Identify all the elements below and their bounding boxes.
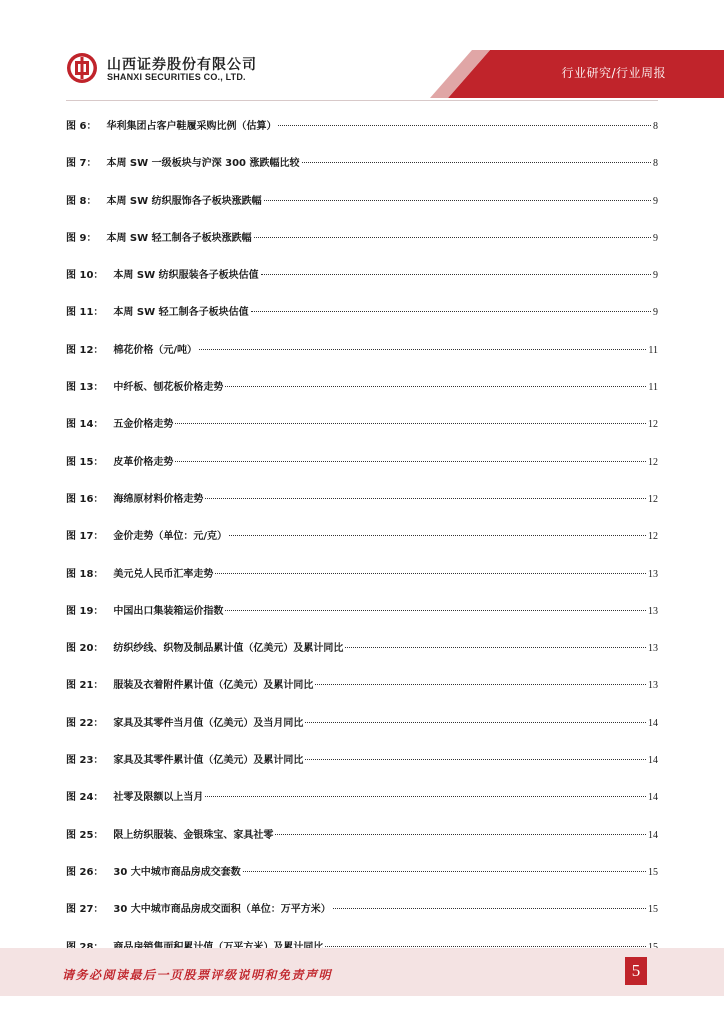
toc-page-number: 12 <box>648 419 658 431</box>
toc-figure-label: 图 9： <box>66 232 97 244</box>
toc-figure-title: 五金价格走势 <box>113 419 174 431</box>
toc-dot-leader <box>251 311 651 312</box>
toc-entry[interactable] <box>66 527 658 564</box>
toc-entry[interactable] <box>66 676 658 713</box>
toc-page-number: 14 <box>648 755 658 767</box>
toc-entry[interactable] <box>66 714 658 751</box>
toc-page-number: 13 <box>648 568 658 580</box>
toc-figure-label: 图 7： <box>66 158 97 170</box>
toc-dot-leader <box>261 274 651 275</box>
toc-page-number: 11 <box>648 344 658 356</box>
header-divider <box>66 100 658 101</box>
brand-name-english: SHANXI SECURITIES CO., LTD. <box>107 72 246 82</box>
toc-page-number: 12 <box>648 456 658 468</box>
toc-page-number: 9 <box>653 232 658 244</box>
toc-entry[interactable] <box>66 788 658 825</box>
toc-entry[interactable] <box>66 415 658 452</box>
toc-page-number: 9 <box>653 307 658 319</box>
toc-page-number: 11 <box>648 382 658 394</box>
toc-dot-leader <box>333 908 646 909</box>
toc-figure-title: 本周 SW 纺织服饰各子板块涨跌幅 <box>106 195 262 207</box>
toc-figure-label: 图 18： <box>66 568 104 580</box>
toc-figure-title: 家具及其零件当月值（亿美元）及当月同比 <box>113 717 304 729</box>
toc-dot-leader <box>225 386 646 387</box>
toc-figure-label: 图 21： <box>66 680 104 692</box>
toc-page-number: 13 <box>648 605 658 617</box>
toc-dot-leader <box>302 162 652 163</box>
toc-figure-label: 图 15： <box>66 456 104 468</box>
toc-figure-title: 美元兑人民币汇率走势 <box>113 568 214 580</box>
toc-dot-leader <box>205 796 646 797</box>
toc-figure-title: 社零及限额以上当月 <box>113 792 204 804</box>
toc-dot-leader <box>315 684 646 685</box>
toc-figure-title: 华利集团占客户鞋履采购比例（估算） <box>106 121 277 132</box>
toc-page-number: 9 <box>653 270 658 282</box>
toc-dot-leader <box>325 946 646 947</box>
toc-figure-label: 图 17： <box>66 531 104 543</box>
toc-figure-title: 纺织纱线、织物及制品累计值（亿美元）及累计同比 <box>113 643 344 655</box>
toc-dot-leader <box>254 237 651 238</box>
toc-figure-label: 图 16： <box>66 493 104 505</box>
toc-figure-label: 图 14： <box>66 419 104 431</box>
toc-page-number: 14 <box>648 792 658 804</box>
toc-figure-title: 金价走势（单位：元/克） <box>113 531 228 543</box>
toc-dot-leader <box>175 461 646 462</box>
toc-entry[interactable] <box>66 117 658 154</box>
figure-table-of-contents <box>66 117 658 975</box>
toc-entry[interactable] <box>66 303 658 340</box>
toc-page-number: 15 <box>648 866 658 878</box>
toc-figure-label: 图 24： <box>66 792 104 804</box>
brand-name-chinese: 山西证券股份有限公司 <box>107 57 257 73</box>
toc-figure-label: 图 26： <box>66 866 104 878</box>
toc-figure-label: 图 19： <box>66 605 104 617</box>
toc-page-number: 12 <box>648 531 658 543</box>
toc-page-number: 15 <box>648 904 658 916</box>
toc-figure-title: 限上纺织服装、金银珠宝、家具社零 <box>113 829 274 841</box>
toc-dot-leader <box>225 610 646 611</box>
toc-entry[interactable] <box>66 378 658 415</box>
toc-figure-label: 图 8： <box>66 195 97 207</box>
toc-figure-label: 图 13： <box>66 382 104 394</box>
toc-figure-label: 图 20： <box>66 643 104 655</box>
toc-figure-label: 图 11： <box>66 307 104 319</box>
toc-entry[interactable] <box>66 826 658 863</box>
toc-page-number: 8 <box>653 121 658 132</box>
toc-figure-title: 中国出口集装箱运价指数 <box>113 605 224 617</box>
toc-page-number: 14 <box>648 717 658 729</box>
toc-page-number: 14 <box>648 829 658 841</box>
toc-dot-leader <box>199 349 646 350</box>
toc-entry[interactable] <box>66 639 658 676</box>
toc-figure-title: 服装及衣着附件累计值（亿美元）及累计同比 <box>113 680 314 692</box>
toc-figure-title: 30 大中城市商品房成交面积（单位：万平方米） <box>113 904 331 916</box>
report-category: 行业研究/行业周报 <box>561 66 666 80</box>
toc-entry[interactable] <box>66 900 658 937</box>
toc-figure-label: 图 10： <box>66 270 104 282</box>
disclaimer-text: 请务必阅读最后一页股票评级说明和免责声明 <box>62 968 333 982</box>
toc-dot-leader <box>275 834 646 835</box>
toc-dot-leader <box>229 535 646 536</box>
toc-entry[interactable] <box>66 229 658 266</box>
toc-dot-leader <box>345 647 646 648</box>
toc-figure-label: 图 27： <box>66 904 104 916</box>
toc-figure-title: 30 大中城市商品房成交套数 <box>113 866 241 878</box>
toc-figure-label: 图 12： <box>66 344 104 356</box>
toc-page-number: 8 <box>653 158 658 170</box>
toc-dot-leader <box>205 498 646 499</box>
toc-page-number: 13 <box>648 680 658 692</box>
toc-figure-label: 图 23： <box>66 755 104 767</box>
toc-entry[interactable] <box>66 154 658 191</box>
toc-figure-label: 图 25： <box>66 829 104 841</box>
toc-dot-leader <box>305 722 646 723</box>
toc-dot-leader <box>278 125 651 126</box>
toc-entry[interactable] <box>66 863 658 900</box>
toc-page-number: 9 <box>653 195 658 207</box>
toc-entry[interactable] <box>66 490 658 527</box>
toc-entry[interactable] <box>66 266 658 303</box>
toc-entry[interactable] <box>66 751 658 788</box>
toc-page-number: 13 <box>648 643 658 655</box>
toc-dot-leader <box>243 871 646 872</box>
toc-entry[interactable] <box>66 453 658 490</box>
toc-figure-title: 棉花价格（元/吨） <box>113 344 198 356</box>
page-number: 5 <box>625 957 647 985</box>
toc-figure-title: 家具及其零件累计值（亿美元）及累计同比 <box>113 755 304 767</box>
toc-dot-leader <box>175 423 646 424</box>
toc-dot-leader <box>305 759 646 760</box>
toc-figure-label: 图 6： <box>66 121 97 132</box>
toc-figure-title: 本周 SW 纺织服装各子板块估值 <box>113 270 259 282</box>
toc-dot-leader <box>215 573 646 574</box>
toc-entry[interactable] <box>66 602 658 639</box>
toc-figure-title: 海绵原材料价格走势 <box>113 493 204 505</box>
toc-dot-leader <box>264 200 651 201</box>
toc-figure-title: 本周 SW 一级板块与沪深 300 涨跌幅比较 <box>106 158 300 170</box>
toc-figure-title: 本周 SW 轻工制各子板块估值 <box>113 307 249 319</box>
toc-entry[interactable] <box>66 192 658 229</box>
toc-entry[interactable] <box>66 341 658 378</box>
page-header <box>0 0 724 100</box>
page-footer <box>0 948 724 996</box>
toc-figure-title: 皮革价格走势 <box>113 456 174 468</box>
toc-figure-label: 图 22： <box>66 717 104 729</box>
toc-figure-title: 中纤板、刨花板价格走势 <box>113 382 224 394</box>
toc-entry[interactable] <box>66 565 658 602</box>
toc-page-number: 12 <box>648 493 658 505</box>
toc-figure-title: 本周 SW 轻工制各子板块涨跌幅 <box>106 232 252 244</box>
